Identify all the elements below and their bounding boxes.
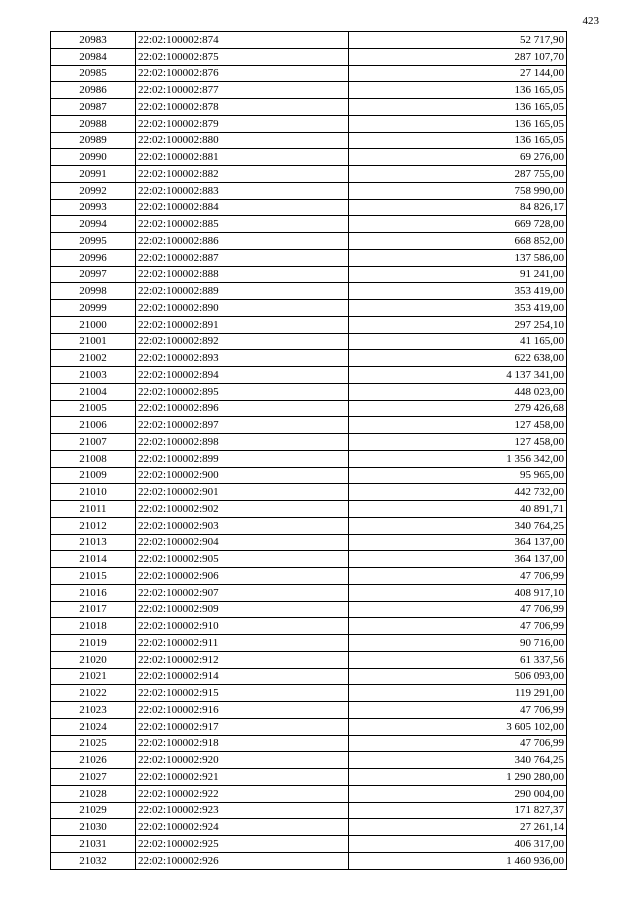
- cadastral-value-cell: 127 458,00: [349, 417, 567, 434]
- cadastral-value-cell: 40 891,71: [349, 501, 567, 518]
- cadastral-value-cell: 136 165,05: [349, 132, 567, 149]
- row-number-cell: 21011: [51, 501, 136, 518]
- cadastral-value-cell: 364 137,00: [349, 534, 567, 551]
- cadastral-number-cell: 22:02:100002:914: [136, 668, 349, 685]
- cadastral-value-table: [50, 31, 567, 870]
- cadastral-value-cell: 27 144,00: [349, 65, 567, 82]
- cadastral-number-cell: 22:02:100002:884: [136, 199, 349, 216]
- table-row: [51, 434, 567, 451]
- cadastral-number-cell: 22:02:100002:889: [136, 283, 349, 300]
- cadastral-number-cell: 22:02:100002:900: [136, 467, 349, 484]
- row-number-cell: 21004: [51, 383, 136, 400]
- table-row: [51, 551, 567, 568]
- cadastral-value-cell: 287 107,70: [349, 48, 567, 65]
- cadastral-value-cell: 622 638,00: [349, 350, 567, 367]
- page-number: 423: [582, 15, 599, 27]
- cadastral-number-cell: 22:02:100002:894: [136, 367, 349, 384]
- cadastral-number-cell: 22:02:100002:909: [136, 601, 349, 618]
- cadastral-value-cell: 3 605 102,00: [349, 718, 567, 735]
- table-row: [51, 383, 567, 400]
- cadastral-value-cell: 287 755,00: [349, 166, 567, 183]
- cadastral-number-cell: 22:02:100002:923: [136, 802, 349, 819]
- row-number-cell: 21019: [51, 635, 136, 652]
- cadastral-value-cell: 506 093,00: [349, 668, 567, 685]
- table-row: [51, 316, 567, 333]
- table-row: [51, 601, 567, 618]
- table-row: [51, 467, 567, 484]
- row-number-cell: 20984: [51, 48, 136, 65]
- table-row: [51, 635, 567, 652]
- cadastral-number-cell: 22:02:100002:888: [136, 266, 349, 283]
- table-row: [51, 785, 567, 802]
- cadastral-number-cell: 22:02:100002:875: [136, 48, 349, 65]
- row-number-cell: 21030: [51, 819, 136, 836]
- cadastral-number-cell: 22:02:100002:882: [136, 166, 349, 183]
- cadastral-value-cell: 119 291,00: [349, 685, 567, 702]
- cadastral-value-cell: 136 165,05: [349, 115, 567, 132]
- table-row: [51, 266, 567, 283]
- row-number-cell: 20995: [51, 233, 136, 250]
- cadastral-value-cell: 136 165,05: [349, 99, 567, 116]
- cadastral-value-cell: 408 917,10: [349, 584, 567, 601]
- table-row: [51, 149, 567, 166]
- cadastral-value-cell: 340 764,25: [349, 752, 567, 769]
- table-row: [51, 283, 567, 300]
- cadastral-number-cell: 22:02:100002:907: [136, 584, 349, 601]
- table-row: [51, 534, 567, 551]
- cadastral-value-cell: 41 165,00: [349, 333, 567, 350]
- row-number-cell: 21022: [51, 685, 136, 702]
- table-row: [51, 752, 567, 769]
- row-number-cell: 21028: [51, 785, 136, 802]
- row-number-cell: 20993: [51, 199, 136, 216]
- cadastral-number-cell: 22:02:100002:926: [136, 852, 349, 869]
- table-row: [51, 48, 567, 65]
- row-number-cell: 21018: [51, 618, 136, 635]
- row-number-cell: 21000: [51, 316, 136, 333]
- table-row: [51, 568, 567, 585]
- cadastral-number-cell: 22:02:100002:901: [136, 484, 349, 501]
- row-number-cell: 20987: [51, 99, 136, 116]
- row-number-cell: 21017: [51, 601, 136, 618]
- row-number-cell: 20997: [51, 266, 136, 283]
- cadastral-number-cell: 22:02:100002:905: [136, 551, 349, 568]
- cadastral-number-cell: 22:02:100002:918: [136, 735, 349, 752]
- row-number-cell: 20999: [51, 300, 136, 317]
- cadastral-number-cell: 22:02:100002:924: [136, 819, 349, 836]
- table-row: [51, 99, 567, 116]
- table-row: [51, 618, 567, 635]
- cadastral-value-cell: 47 706,99: [349, 735, 567, 752]
- table-row: [51, 216, 567, 233]
- table-row: [51, 233, 567, 250]
- cadastral-value-cell: 353 419,00: [349, 283, 567, 300]
- table-row: [51, 702, 567, 719]
- cadastral-value-cell: 171 827,37: [349, 802, 567, 819]
- cadastral-value-cell: 137 586,00: [349, 249, 567, 266]
- cadastral-number-cell: 22:02:100002:902: [136, 501, 349, 518]
- cadastral-number-cell: 22:02:100002:885: [136, 216, 349, 233]
- cadastral-value-cell: 61 337,56: [349, 651, 567, 668]
- cadastral-number-cell: 22:02:100002:916: [136, 702, 349, 719]
- table-row: [51, 400, 567, 417]
- row-number-cell: 21020: [51, 651, 136, 668]
- cadastral-value-cell: 47 706,99: [349, 702, 567, 719]
- table-row: [51, 182, 567, 199]
- row-number-cell: 21026: [51, 752, 136, 769]
- cadastral-value-cell: 668 852,00: [349, 233, 567, 250]
- row-number-cell: 21012: [51, 517, 136, 534]
- cadastral-value-cell: 47 706,99: [349, 618, 567, 635]
- row-number-cell: 21015: [51, 568, 136, 585]
- table-row: [51, 82, 567, 99]
- cadastral-number-cell: 22:02:100002:903: [136, 517, 349, 534]
- cadastral-value-cell: 297 254,10: [349, 316, 567, 333]
- cadastral-value-cell: 52 717,90: [349, 32, 567, 49]
- cadastral-number-cell: 22:02:100002:886: [136, 233, 349, 250]
- row-number-cell: 21008: [51, 450, 136, 467]
- table-row: [51, 484, 567, 501]
- row-number-cell: 21032: [51, 852, 136, 869]
- cadastral-value-cell: 290 004,00: [349, 785, 567, 802]
- table-row: [51, 249, 567, 266]
- table-row: [51, 132, 567, 149]
- table-row: [51, 501, 567, 518]
- cadastral-value-cell: 340 764,25: [349, 517, 567, 534]
- table-row: [51, 350, 567, 367]
- row-number-cell: 21001: [51, 333, 136, 350]
- cadastral-value-cell: 442 732,00: [349, 484, 567, 501]
- cadastral-value-cell: 1 460 936,00: [349, 852, 567, 869]
- cadastral-value-cell: 279 426,68: [349, 400, 567, 417]
- row-number-cell: 20988: [51, 115, 136, 132]
- table-row: [51, 584, 567, 601]
- table-row: [51, 802, 567, 819]
- table-row: [51, 115, 567, 132]
- table-row: [51, 668, 567, 685]
- table-row: [51, 32, 567, 49]
- cadastral-number-cell: 22:02:100002:904: [136, 534, 349, 551]
- cadastral-number-cell: 22:02:100002:879: [136, 115, 349, 132]
- row-number-cell: 21010: [51, 484, 136, 501]
- cadastral-number-cell: 22:02:100002:878: [136, 99, 349, 116]
- row-number-cell: 20996: [51, 249, 136, 266]
- row-number-cell: 20990: [51, 149, 136, 166]
- row-number-cell: 21021: [51, 668, 136, 685]
- table-row: [51, 852, 567, 869]
- row-number-cell: 21025: [51, 735, 136, 752]
- cadastral-value-cell: 27 261,14: [349, 819, 567, 836]
- table-row: [51, 517, 567, 534]
- table-row: [51, 718, 567, 735]
- table-body: [51, 32, 567, 870]
- row-number-cell: 20989: [51, 132, 136, 149]
- row-number-cell: 21009: [51, 467, 136, 484]
- cadastral-value-cell: 758 990,00: [349, 182, 567, 199]
- cadastral-value-cell: 1 290 280,00: [349, 769, 567, 786]
- cadastral-number-cell: 22:02:100002:920: [136, 752, 349, 769]
- cadastral-number-cell: 22:02:100002:915: [136, 685, 349, 702]
- cadastral-number-cell: 22:02:100002:874: [136, 32, 349, 49]
- cadastral-number-cell: 22:02:100002:896: [136, 400, 349, 417]
- table-row: [51, 450, 567, 467]
- cadastral-number-cell: 22:02:100002:910: [136, 618, 349, 635]
- cadastral-number-cell: 22:02:100002:880: [136, 132, 349, 149]
- row-number-cell: 21003: [51, 367, 136, 384]
- cadastral-value-cell: 95 965,00: [349, 467, 567, 484]
- row-number-cell: 21007: [51, 434, 136, 451]
- row-number-cell: 21013: [51, 534, 136, 551]
- cadastral-number-cell: 22:02:100002:898: [136, 434, 349, 451]
- cadastral-value-cell: 84 826,17: [349, 199, 567, 216]
- table-row: [51, 199, 567, 216]
- table-row: [51, 735, 567, 752]
- cadastral-number-cell: 22:02:100002:881: [136, 149, 349, 166]
- table-row: [51, 836, 567, 853]
- cadastral-number-cell: 22:02:100002:887: [136, 249, 349, 266]
- cadastral-number-cell: 22:02:100002:911: [136, 635, 349, 652]
- row-number-cell: 20991: [51, 166, 136, 183]
- row-number-cell: 21031: [51, 836, 136, 853]
- cadastral-number-cell: 22:02:100002:897: [136, 417, 349, 434]
- cadastral-number-cell: 22:02:100002:877: [136, 82, 349, 99]
- row-number-cell: 20983: [51, 32, 136, 49]
- row-number-cell: 20985: [51, 65, 136, 82]
- row-number-cell: 20986: [51, 82, 136, 99]
- row-number-cell: 21029: [51, 802, 136, 819]
- table-row: [51, 166, 567, 183]
- table-row: [51, 65, 567, 82]
- row-number-cell: 21024: [51, 718, 136, 735]
- cadastral-number-cell: 22:02:100002:906: [136, 568, 349, 585]
- cadastral-number-cell: 22:02:100002:895: [136, 383, 349, 400]
- cadastral-number-cell: 22:02:100002:912: [136, 651, 349, 668]
- cadastral-value-cell: 406 317,00: [349, 836, 567, 853]
- cadastral-value-cell: 364 137,00: [349, 551, 567, 568]
- row-number-cell: 20992: [51, 182, 136, 199]
- table-row: [51, 769, 567, 786]
- cadastral-value-cell: 47 706,99: [349, 568, 567, 585]
- cadastral-value-cell: 1 356 342,00: [349, 450, 567, 467]
- cadastral-value-cell: 47 706,99: [349, 601, 567, 618]
- row-number-cell: 20998: [51, 283, 136, 300]
- cadastral-number-cell: 22:02:100002:921: [136, 769, 349, 786]
- table-row: [51, 417, 567, 434]
- cadastral-value-cell: 4 137 341,00: [349, 367, 567, 384]
- row-number-cell: 21005: [51, 400, 136, 417]
- table-row: [51, 685, 567, 702]
- cadastral-number-cell: 22:02:100002:883: [136, 182, 349, 199]
- cadastral-number-cell: 22:02:100002:922: [136, 785, 349, 802]
- cadastral-number-cell: 22:02:100002:917: [136, 718, 349, 735]
- cadastral-number-cell: 22:02:100002:925: [136, 836, 349, 853]
- cadastral-value-cell: 91 241,00: [349, 266, 567, 283]
- row-number-cell: 21016: [51, 584, 136, 601]
- row-number-cell: 21014: [51, 551, 136, 568]
- table-row: [51, 300, 567, 317]
- cadastral-value-cell: 90 716,00: [349, 635, 567, 652]
- cadastral-value-cell: 127 458,00: [349, 434, 567, 451]
- cadastral-value-cell: 136 165,05: [349, 82, 567, 99]
- table-row: [51, 367, 567, 384]
- cadastral-number-cell: 22:02:100002:876: [136, 65, 349, 82]
- row-number-cell: 20994: [51, 216, 136, 233]
- cadastral-value-cell: 69 276,00: [349, 149, 567, 166]
- cadastral-number-cell: 22:02:100002:899: [136, 450, 349, 467]
- row-number-cell: 21006: [51, 417, 136, 434]
- cadastral-number-cell: 22:02:100002:891: [136, 316, 349, 333]
- cadastral-value-cell: 448 023,00: [349, 383, 567, 400]
- row-number-cell: 21023: [51, 702, 136, 719]
- cadastral-number-cell: 22:02:100002:890: [136, 300, 349, 317]
- cadastral-value-cell: 353 419,00: [349, 300, 567, 317]
- cadastral-value-cell: 669 728,00: [349, 216, 567, 233]
- cadastral-number-cell: 22:02:100002:893: [136, 350, 349, 367]
- row-number-cell: 21027: [51, 769, 136, 786]
- cadastral-number-cell: 22:02:100002:892: [136, 333, 349, 350]
- table-row: [51, 819, 567, 836]
- table-row: [51, 651, 567, 668]
- row-number-cell: 21002: [51, 350, 136, 367]
- table-row: [51, 333, 567, 350]
